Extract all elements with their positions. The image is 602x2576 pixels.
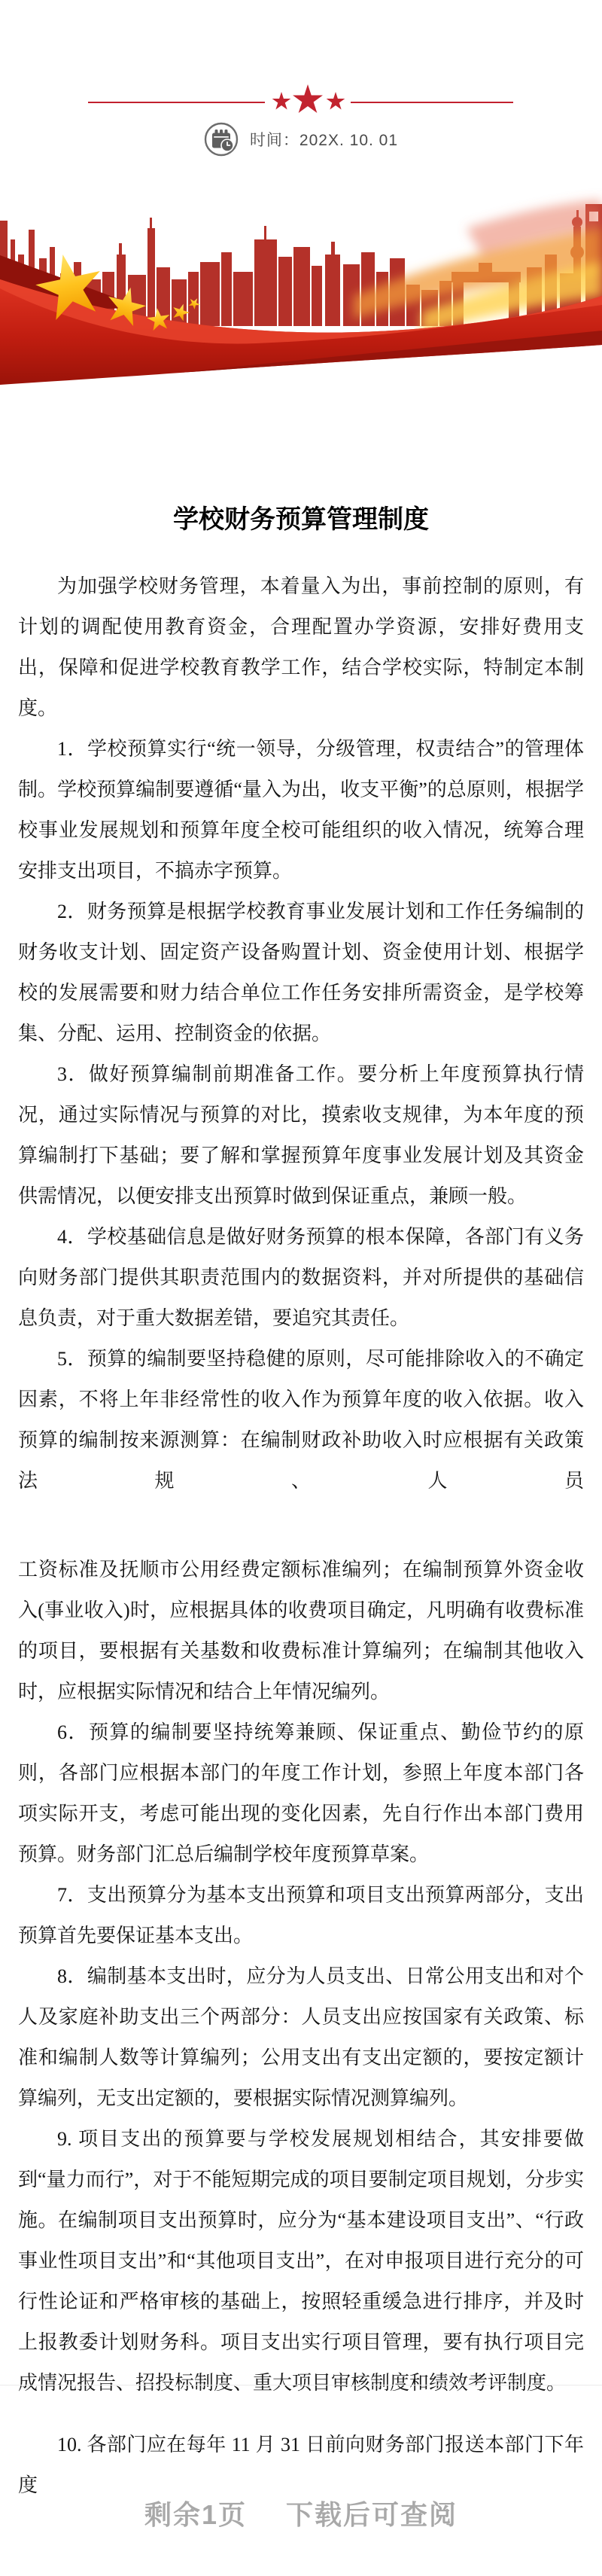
paragraph-item-1: 1．学校预算实行“统一领导，分级管理，权责结合”的管理体制。学校预算编制要遵循“量入为出，收支平衡”的总原则，根据学校事业发展规划和预算年度全校可能组织的收入情况，统筹合理安排支出项目，不搞赤字预算。 [18, 738, 584, 882]
paragraph-item-5-part2: 工资标准及抚顺市公用经费定额标准编列；在编制预算外资金收入(事业收入)时，应根据具体的收费项目确定，凡明确有收费标准的项目，要根据有关基数和收费标准计算编列；在编制其他收入时，应根据实际情况和结合上年情况编列。 [18, 1559, 584, 1703]
paragraph-item-9: 9. 项目支出的预算要与学校发展规划相结合，其安排要做到“量力而行”，对于不能短期完成的项目要制定项目规划，分步实施。在编制项目支出预算时，应分为“基本建设项目支出”、“行政事业性项目支出”和“其他项目支出”，在对申报项目进行充分的可行性论证和严格审核的基础上，按照轻重缓急进行排序，并及时上报教委计划财务科。项目支出实行项目管理，要有执行项目完成情况报告、招投标制度、重大项目审核制度和绩效考评制度。 [18, 2128, 584, 2394]
download-hint[interactable]: 下载后可查阅 [286, 2499, 458, 2530]
paragraph-intro: 为加强学校财务管理，本着量入为出，事前控制的原则，有计划的调配使用教育资金，合理配置办学资源，安排好费用支出，保障和促进学校教育教学工作，结合学校实际，特制定本制度。 [18, 575, 584, 719]
paragraph-item-4: 4．学校基础信息是做好财务预算的根本保障，各部门有义务向财务部门提供其职责范围内的数据资料，并对所提供的基础信息负责，对于重大数据差错，要追究其责任。 [18, 1226, 584, 1329]
paragraph-item-6: 6．预算的编制要坚持统筹兼顾、保证重点、勤俭节约的原则，各部门应根据本部门的年度工作计划，参照上年度本部门各项实际开支，考虑可能出现的变化因素，先自行作出本部门费用预算。财务部门汇总后编制学校年度预算草案。 [18, 1721, 584, 1865]
document-body [18, 566, 584, 2506]
paragraph-item-7: 7．支出预算分为基本支出预算和项目支出预算两部分，支出预算首先要保证基本支出。 [18, 1884, 584, 1946]
page-title: 学校财务预算管理制度 [173, 505, 429, 534]
pages-remaining-label: 剩余1页 [144, 2499, 247, 2530]
paragraph-item-8: 8．编制基本支出时，应分为人员支出、日常公用支出和对个人及家庭补助支出三个两部分：人员支出应按国家有关政策、标准和编制人数等计算编列；公用支出有支出定额的，要按定额计算编列，无支出定额的，要根据实际情况测算编列。 [18, 1965, 584, 2109]
date-label: 时间：202X. 10. 01 [249, 132, 399, 149]
paragraph-item-10-truncated: 10. 各部门应在每年 11 月 31 日前向财务部门报送本部门下年度 [18, 2434, 584, 2496]
paragraph-item-5-part1: 5．预算的编制要坚持稳健的原则，尽可能排除收入的不确定因素，不将上年非经常性的收入作为预算年度的收入依据。收入预算的编制按来源测算：在编制财政补助收入时应根据有关政策法规、人员 [18, 1348, 584, 1492]
paragraph-item-2: 2．财务预算是根据学校教育事业发展计划和工作任务编制的财务收支计划、固定资产设备购置计划、资金使用计划、根据学校的发展需要和财力结合单位工作任务安排所需资金，是学校筹集、分配、运用、控制资金的依据。 [18, 901, 584, 1044]
page-break-gap [18, 1501, 584, 1550]
three-stars-divider-icon [0, 80, 602, 125]
preview-footer [0, 2494, 602, 2532]
paragraph-item-3: 3．做好预算编制前期准备工作。要分析上年度预算执行情况，通过实际情况与预算的对比，摸索收支规律，为本年度的预算编制打下基础；要了解和掌握预算年度事业发展计划及其资金供需情况，以便安排支出预算时做到保证重点，兼顾一般。 [18, 1063, 584, 1207]
date-row [0, 122, 602, 157]
red-cityscape-banner [0, 183, 602, 386]
calendar-clock-icon [204, 122, 239, 157]
